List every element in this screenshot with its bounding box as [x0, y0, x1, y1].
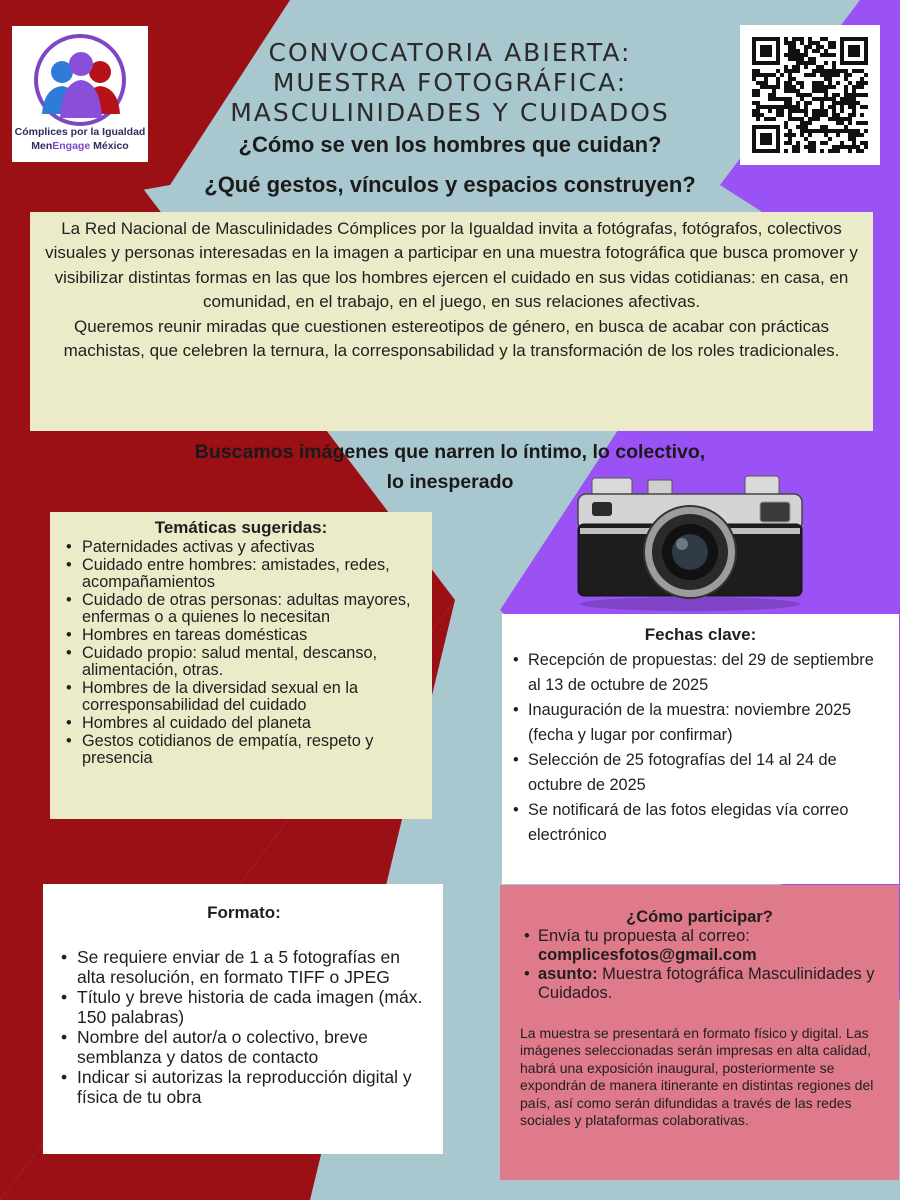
people-logo-icon — [26, 34, 134, 126]
participar-list — [522, 927, 887, 1003]
question-heading: ¿Qué gestos, vínculos y espacios construyen? — [204, 172, 696, 197]
intro-text-box — [30, 212, 873, 431]
logo-subtitle: MenEngage México — [31, 140, 129, 152]
email-link[interactable]: complicesfotos@gmail.com — [538, 946, 757, 964]
highlight-line: lo inesperado — [386, 471, 514, 493]
page-title — [170, 38, 730, 128]
intro-paragraph: La Red Nacional de Masculinidades Cómplices por la Igualdad invita a fotógrafas, fotógrafos, colectivos visuales y personas interesadas en la imagen a participar en una muestra fotográfica que busca promover y visibilizar distintas formas en las que los hombres ejercen el cuidado en sus vidas cotidianas: en casa, en comunidad, en el trabajo, en el juego, en sus relaciones afectivas. — [45, 219, 858, 312]
list-item: • Inauguración de la muestra: noviembre 2025 (fecha y lugar por confirmar) — [512, 698, 889, 748]
list-item: • Cuidado de otras personas: adultas mayores, enfermas o a quienes lo necesitan — [60, 592, 422, 627]
fechas-heading: Fechas clave: — [644, 625, 757, 644]
list-item: • Nombre del autor/a o colectivo, breve semblanza y datos de contacto — [59, 1027, 429, 1067]
tematicas-heading: Temáticas sugeridas: — [154, 518, 328, 537]
list-item: • Paternidades activas y afectivas — [60, 539, 422, 557]
subject-label: asunto: — [538, 965, 598, 983]
logo-name: Cómplices por la Igualdad — [14, 126, 146, 138]
participar-heading: ¿Cómo participar? — [626, 908, 773, 926]
fechas-box — [502, 614, 899, 884]
subject-text: Muestra fotográfica Masculinidades y Cuidados. — [538, 965, 875, 1002]
list-item — [522, 927, 887, 965]
intro-paragraph: Queremos reunir miradas que cuestionen estereotipos de género, en busca de acabar con prácticas machistas, que celebren la ternura, la corresponsabilidad y la transformación de los roles tradicionales. — [63, 316, 840, 361]
question-heading: ¿Cómo se ven los hombres que cuidan? — [238, 132, 662, 157]
list-item: • Selección de 25 fotografías del 14 al 24 de octubre de 2025 — [512, 748, 889, 798]
list-item: • Título y breve historia de cada imagen (máx. 150 palabras) — [59, 987, 429, 1027]
tematicas-list — [60, 539, 422, 768]
title-line: MASCULINIDADES Y CUIDADOS — [230, 98, 670, 127]
list-item: • Cuidado propio: salud mental, descanso, alimentación, otras. — [60, 645, 422, 680]
tematicas-box — [50, 512, 432, 819]
qr-code[interactable] — [740, 25, 880, 165]
list-item: • Hombres en tareas domésticas — [60, 627, 422, 645]
participar-box — [500, 885, 899, 1180]
list-item: • Se requiere enviar de 1 a 5 fotografías en alta resolución, en formato TIFF o JPEG — [59, 947, 429, 987]
title-line: MUESTRA FOTOGRÁFICA: — [272, 68, 628, 97]
fechas-list — [512, 648, 889, 848]
participar-note: La muestra se presentará en formato físico y digital. Las imágenes seleccionadas serán impresas en alta calidad, habrá una exposición inaugural, posteriormente se expondrán de manera itinerante en distintas regiones del país, así como serán difundidas a través de las redes sociales y plataformas colaborativas. — [520, 1025, 874, 1129]
title-line: CONVOCATORIA ABIERTA: — [268, 38, 632, 67]
list-item — [522, 965, 887, 1003]
list-item: • Hombres al cuidado del planeta — [60, 715, 422, 733]
participar-instruction: Envía tu propuesta al correo: — [538, 927, 750, 945]
list-item: • Gestos cotidianos de empatía, respeto y presencia — [60, 733, 422, 768]
list-item: • Recepción de propuestas: del 29 de septiembre al 13 de octubre de 2025 — [512, 648, 889, 698]
organization-logo — [12, 26, 148, 162]
list-item: • Se notificará de las fotos elegidas vía correo electrónico — [512, 798, 889, 848]
list-item: • Cuidado entre hombres: amistades, redes, acompañamientos — [60, 557, 422, 592]
list-item: • Indicar si autorizas la reproducción digital y física de tu obra — [59, 1067, 429, 1107]
formato-list — [59, 947, 429, 1107]
list-item: • Hombres de la diversidad sexual en la corresponsabilidad del cuidado — [60, 680, 422, 715]
formato-box — [43, 884, 443, 1154]
formato-heading: Formato: — [207, 903, 281, 922]
qr-code-icon — [740, 25, 880, 165]
highlight-line: Buscamos imágenes que narren lo íntimo, lo colectivo, — [194, 441, 706, 463]
camera-icon — [570, 472, 810, 612]
